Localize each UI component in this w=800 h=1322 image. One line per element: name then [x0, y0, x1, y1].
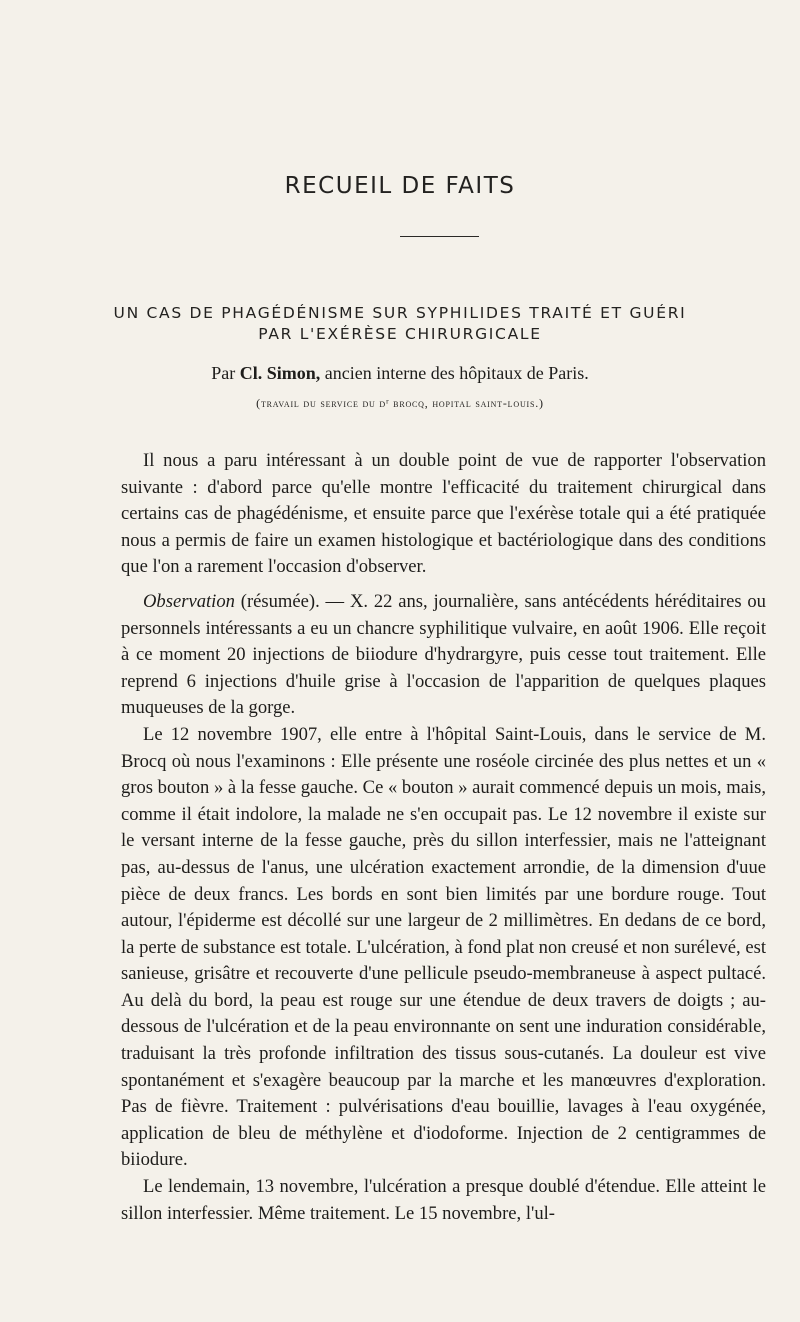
paragraph-november-12: Le 12 novembre 1907, elle entre à l'hôpital Saint-Louis, dans le service de M. Brocq où nous l'examinons : Elle présente une roséole circinée des plus nettes et un « gros bouton » à la fesse gauche. Ce « bouton » aurait commencé depuis un mois, mais, comme il était indolore, la malade ne s'en occupait pas. Le 12 novembre il existe sur le versant interne de la fesse gauche, près du sillon interfessier, mais ne l'atteignant pas, au-dessus de l'anus, une ulcération exactement arrondie, de la dimension d'uue pièce de deux francs. Les bords en sont bien limités par une bordure rouge. Tout autour, l'épiderme est décollé sur une largeur de 2 millimètres. En dedans de ce bord, la perte de substance est totale. L'ulcération, à fond plat non creusé et non surélevé, est sanieuse, grisâtre et recouverte d'une pellicule pseudo-membraneuse à aspect pultacé. Au delà du bord, la peau est rouge sur une étendue de deux travers de doigts ; au-dessous de l'ulcération et de la peau environnante on sent une induration considérable, traduisant la très profonde infiltration des tissus sous-cutanés. La douleur est vive spontanément et s'exagère beaucoup par la marche et les manœuvres d'exploration. Pas de fièvre. Traitement : pulvérisations d'eau bouillie, lavages à l'eau oxygénée, application de bleu de méthylène et d'iodoforme. Injection de 2 centigrammes de biiodure. [121, 723, 766, 1171]
section-title: RECUEIL DE FAITS [284, 173, 516, 199]
paragraph-intro: Il nous a paru intéressant à un double point de vue de rapporter l'observation suivante : d'abord parce qu'elle montre l'efficacité du traitement chirurgical dans certains cas de phagédénisme, et ensuite parce que l'exérèse totale qui a été pratiquée nous a permis de faire un examen histologique et bactériologique dans des conditions que l'on a rarement l'occasion d'observer. [121, 450, 766, 578]
author-name: Cl. Simon, [239, 363, 321, 383]
paragraph-november-13: Le lendemain, 13 novembre, l'ulcération a presque doublé d'étendue. Elle atteint le sillon interfessier. Même traitement. Le 15 novembre, l'ul- [121, 1176, 766, 1224]
article-title [0, 303, 800, 345]
article-body [121, 448, 766, 1227]
paragraph-observation [121, 589, 766, 722]
byline [0, 363, 800, 384]
article-title-line-2: PAR L'EXÉRÈSE CHIRURGICALE [258, 325, 542, 343]
byline-prefix: Par [211, 363, 236, 383]
observation-text: (résumée). — X. 22 ans, journalière, sans antécédents héréditaires ou personnels intéressants a eu un chancre syphilitique vulvaire, en août 1906. Elle reçoit à ce moment 20 injections de biiodure d'hydrargyre, puis cesse tout traitement. Elle reprend 6 injections d'huile grise à l'occasion de l'apparition de quelques plaques muqueuses de la gorge. [121, 590, 766, 719]
title-divider [400, 236, 479, 237]
author-role: ancien interne des hôpitaux de Paris. [324, 363, 589, 383]
affiliation: (travail du service du dʳ brocq, hopital saint-louis.) [256, 396, 544, 410]
article-title-line-1: UN CAS DE PHAGÉDÉNISME SUR SYPHILIDES TRAITÉ ET GUÉRI [113, 304, 687, 322]
observation-label: Observation [143, 590, 235, 612]
